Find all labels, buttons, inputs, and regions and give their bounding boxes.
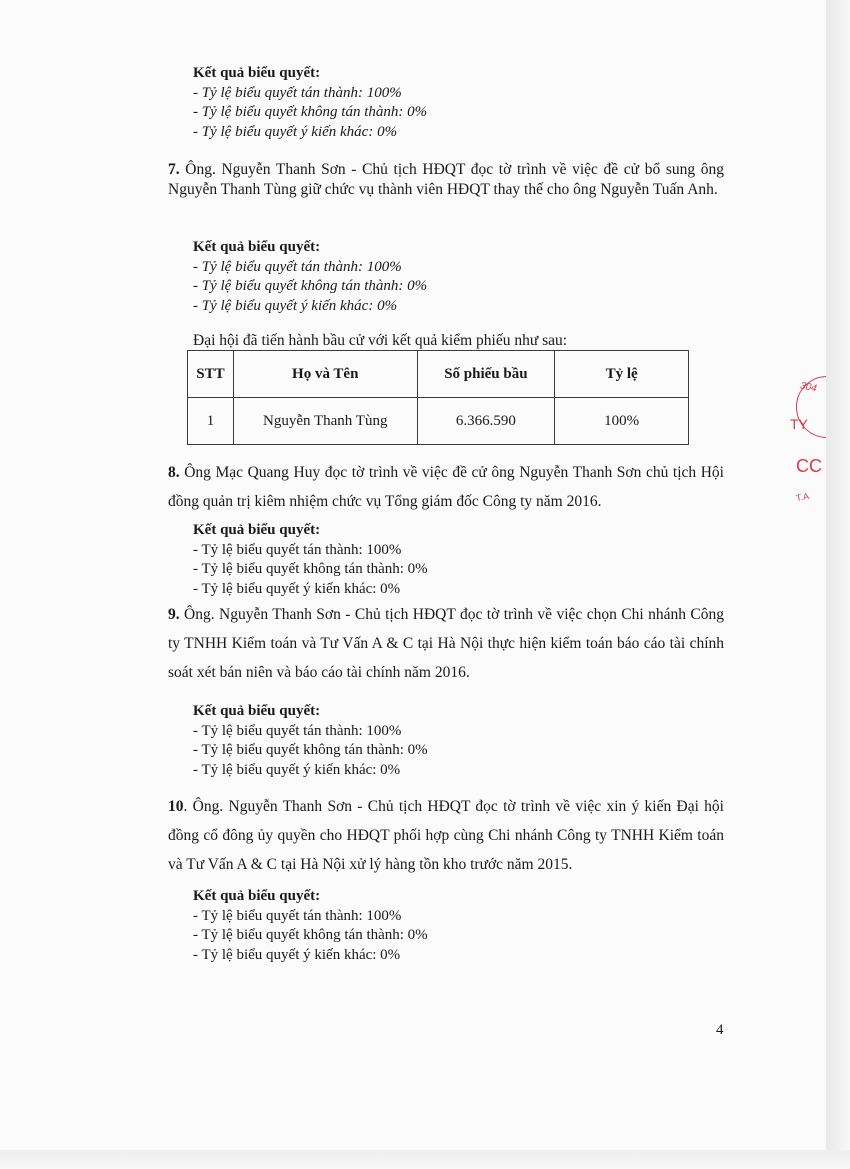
page-bottom-shadow (0, 1150, 850, 1169)
table-header-row (188, 351, 689, 398)
item-text: Ông. Nguyễn Thanh Sơn - Chủ tịch HĐQT đọc tờ trình về việc đề cử bổ sung ông Nguyễn Thanh Tùng giữ chức vụ thành viên HĐQT thay thế cho ông Nguyễn Tuấn Anh. (168, 161, 724, 198)
vote-line-reject: - Tỷ lệ biểu quyết không tán thành: 0% (193, 278, 428, 294)
vote-line-approve: - Tỷ lệ biểu quyết tán thành: 100% (193, 258, 402, 275)
item-number: 10 (168, 798, 184, 815)
vote-line-approve: - Tỷ lệ biểu quyết tán thành: 100% (193, 541, 402, 558)
vote-line-other: - Tỷ lệ biểu quyết ý kiến khác: 0% (193, 297, 398, 314)
company-seal-fragment (788, 372, 828, 522)
vote-result-heading: Kết quả biểu quyết: (193, 239, 321, 255)
vote-line-reject: - Tỷ lệ biểu quyết không tán thành: 0% (193, 104, 428, 120)
vote-line-approve: - Tỷ lệ biểu quyết tán thành: 100% (193, 907, 402, 924)
vote-line-approve: - Tỷ lệ biểu quyết tán thành: 100% (193, 84, 402, 101)
item-number: 7. (168, 161, 180, 178)
item-text: Ông. Nguyễn Thanh Sơn - Chủ tịch HĐQT đọc tờ trình về việc chọn Chi nhánh Công ty TNHH Kiểm toán và Tư Vấn A & C tại Hà Nội thực hiện kiểm toán báo cáo tài chính soát xét bán niên và báo cáo tài chính năm 2016. (168, 606, 724, 681)
vote-result-7 (193, 238, 427, 316)
vote-line-other: - Tỷ lệ biểu quyết ý kiến khác: 0% (193, 946, 401, 963)
item-number: 8. (168, 464, 180, 481)
column-header-name: Họ và Tên (233, 351, 417, 398)
column-header-ratio: Tỷ lệ (555, 351, 689, 398)
election-intro: Đại hội đã tiến hành bầu cử với kết quả kiểm phiếu như sau: (193, 332, 568, 349)
vote-result-heading: Kết quả biểu quyết: (193, 888, 321, 904)
vote-result-9 (193, 702, 428, 780)
vote-line-other: - Tỷ lệ biểu quyết ý kiến khác: 0% (193, 123, 398, 140)
vote-result-heading: Kết quả biểu quyết: (193, 65, 321, 81)
vote-line-other: - Tỷ lệ biểu quyết ý kiến khác: 0% (193, 761, 401, 778)
seal-text-3: CC (796, 456, 822, 476)
vote-line-reject: - Tỷ lệ biểu quyết không tán thành: 0% (193, 927, 428, 943)
vote-result-heading: Kết quả biểu quyết: (193, 522, 321, 538)
column-header-votes: Số phiếu bầu (417, 351, 555, 398)
page-edge-shadow (826, 0, 850, 1169)
vote-result-10 (193, 887, 428, 965)
item-text: . Ông. Nguyễn Thanh Sơn - Chủ tịch HĐQT đọc tờ trình về việc xin ý kiến Đại hội đồng cổ đông ủy quyền cho HĐQT phối hợp cùng Chi nhánh Công ty TNHH Kiểm toán và Tư Vấn A & C tại Hà Nội xử lý hàng tồn kho trước năm 2015. (168, 798, 724, 873)
column-header-stt: STT (188, 351, 234, 398)
agenda-item-7 (168, 160, 724, 200)
cell-votes: 6.366.590 (417, 398, 555, 445)
vote-line-other: - Tỷ lệ biểu quyết ý kiến khác: 0% (193, 580, 401, 597)
cell-ratio: 100% (555, 398, 689, 445)
item-number: 9. (168, 606, 180, 623)
vote-line-approve: - Tỷ lệ biểu quyết tán thành: 100% (193, 722, 402, 739)
table-row (188, 398, 689, 445)
vote-line-reject: - Tỷ lệ biểu quyết không tán thành: 0% (193, 742, 428, 758)
vote-result-top (193, 64, 427, 142)
cell-name: Nguyễn Thanh Tùng (233, 398, 417, 445)
agenda-item-10 (168, 792, 724, 879)
seal-text-2: TY (790, 416, 808, 432)
vote-line-reject: - Tỷ lệ biểu quyết không tán thành: 0% (193, 561, 428, 577)
seal-text-1: 304 (799, 380, 818, 395)
agenda-item-9 (168, 600, 724, 687)
cell-stt: 1 (188, 398, 234, 445)
agenda-item-8 (168, 458, 724, 516)
seal-text-4: T.A (795, 490, 810, 504)
vote-result-8 (193, 521, 428, 599)
vote-result-heading: Kết quả biểu quyết: (193, 703, 321, 719)
election-results-table (187, 350, 689, 445)
item-text: Ông Mạc Quang Huy đọc tờ trình về việc đề cử ông Nguyễn Thanh Sơn chủ tịch Hội đồng quản trị kiêm nhiệm chức vụ Tổng giám đốc Công ty năm 2016. (168, 464, 724, 510)
page-number: 4 (716, 1022, 724, 1038)
